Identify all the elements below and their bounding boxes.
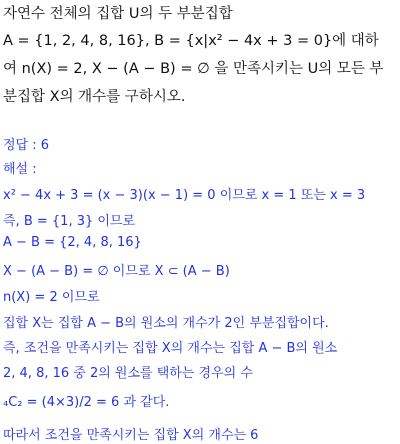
explanation-step-3: A − B = {2, 4, 8, 16} [3,235,142,250]
question-line-4: 분집합 X의 개수를 구하시오. [3,89,186,105]
explanation-step-4: X − (A − B) = ∅ 이므로 X ⊂ (A − B) [3,264,230,279]
explanation-step-10: 따라서 조건을 만족시키는 집합 X의 개수는 6 [3,428,259,443]
explanation-step-6: 집합 X는 집합 A − B의 원소의 개수가 2인 부분집합이다. [3,316,329,331]
explanation-step-8: 2, 4, 8, 16 중 2의 원소를 택하는 경우의 수 [3,366,253,381]
answer-label: 정답 : 6 [3,138,50,153]
explanation-step-9: ₄C₂ = (4×3)/2 = 6 과 같다. [3,395,170,410]
explanation-step-7: 즉, 조건을 만족시키는 집합 X의 개수는 집합 A − B의 원소 [3,341,338,356]
question-line-3: 여 n(X) = 2, X − (A − B) = ∅ 을 만족시키는 U의 모든 부 [3,61,384,77]
explanation-step-2: 즉, B = {1, 3} 이므로 [3,214,136,229]
question-line-2: A = {1, 2, 4, 8, 16}, B = {x|x² − 4x + 3 = 0}에 대하 [3,33,379,49]
explanation-label: 해설 : [3,162,37,177]
explanation-step-1: x² − 4x + 3 = (x − 3)(x − 1) = 0 이므로 x = 1 또는 x = 3 [3,188,366,203]
explanation-step-5: n(X) = 2 이므로 [3,290,100,305]
question-line-1: 자연수 전체의 집합 U의 두 부분집합 [3,6,233,22]
